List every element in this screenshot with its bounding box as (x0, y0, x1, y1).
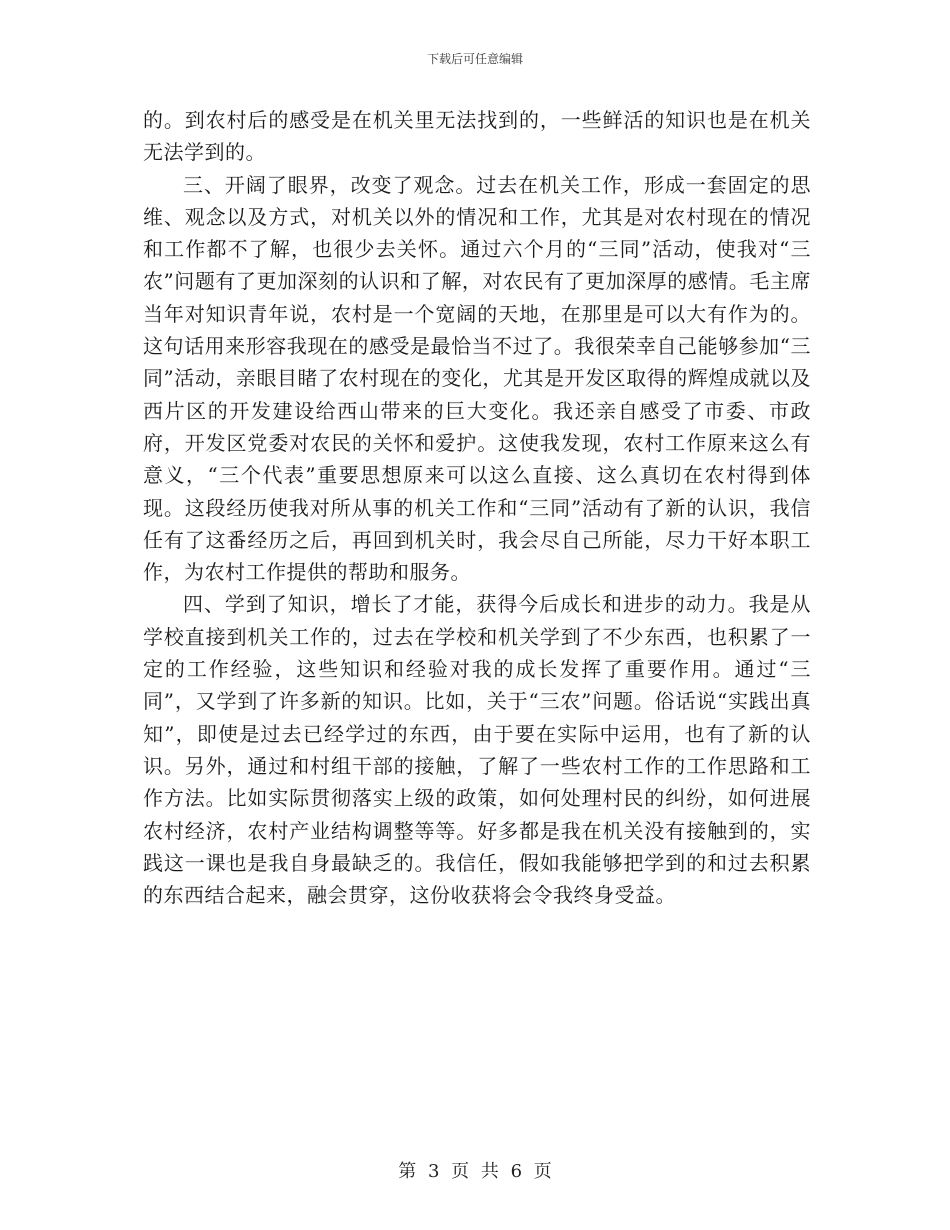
paragraph-section-four: 四、学到了知识，增长了才能，获得今后成长和进步的动力。我是从学校直接到机关工作的，过去在学校和机关学到了不少东西，也积累了一定的工作经验，这些知识和经验对我的成长发挥了重要作用。通过“三同”，又学到了许多新的知识。比如，关于“三农”问题。俗话说“实践出真知”，即使是过去已经学过的东西，由于要在实际中运用，也有了新的认识。另外，通过和村组干部的接触，了解了一些农村工作的工作思路和工作方法。比如实际贯彻落实上级的政策，如何处理村民的纠纷，如何进展农村经济，农村产业结构调整等等。好多都是我在机关没有接触到的，实践这一课也是我自身最缺乏的。我信任，假如我能够把学到的和过去积累的东西结合起来，融会贯穿，这份收获将会令我终身受益。 (143, 592, 811, 908)
page-header: 下载后可任意编辑 (426, 52, 523, 66)
paragraph-section-three: 三、开阔了眼界，改变了观念。过去在机关工作，形成一套固定的思维、观念以及方式，对机关以外的情况和工作，尤其是对农村现在的情况和工作都不了解，也很少去关怀。通过六个月的“三同”活动，使我对“三农”问题有了更加深刻的认识和了解，对农民有了更加深厚的感情。毛主席当年对知识青年说，农村是一个宽阔的天地，在那里是可以大有作为的。这句话用来形容我现在的感受是最恰当不过了。我很荣幸自己能够参加“三同”活动，亲眼目睹了农村现在的变化，尤其是开发区取得的辉煌成就以及西片区的开发建设给西山带来的巨大变化。我还亲自感受了市委、市政府，开发区党委对农民的关怀和爱护。这使我发现，农村工作原来这么有意义，“三个代表”重要思想原来可以这么直接、这么真切在农村得到体现。这段经历使我对所从事的机关工作和“三同”活动有了新的认识，我信任有了这番经历之后，再回到机关时，我会尽自己所能，尽力干好本职工作，为农村工作提供的帮助和服务。 (143, 172, 811, 585)
paragraph-continuation: 的。到农村后的感受是在机关里无法找到的，一些鲜活的知识也是在机关无法学到的。 (143, 108, 811, 165)
document-body (143, 104, 811, 911)
page-footer: 第 3 页 共 6 页 (398, 1161, 552, 1182)
